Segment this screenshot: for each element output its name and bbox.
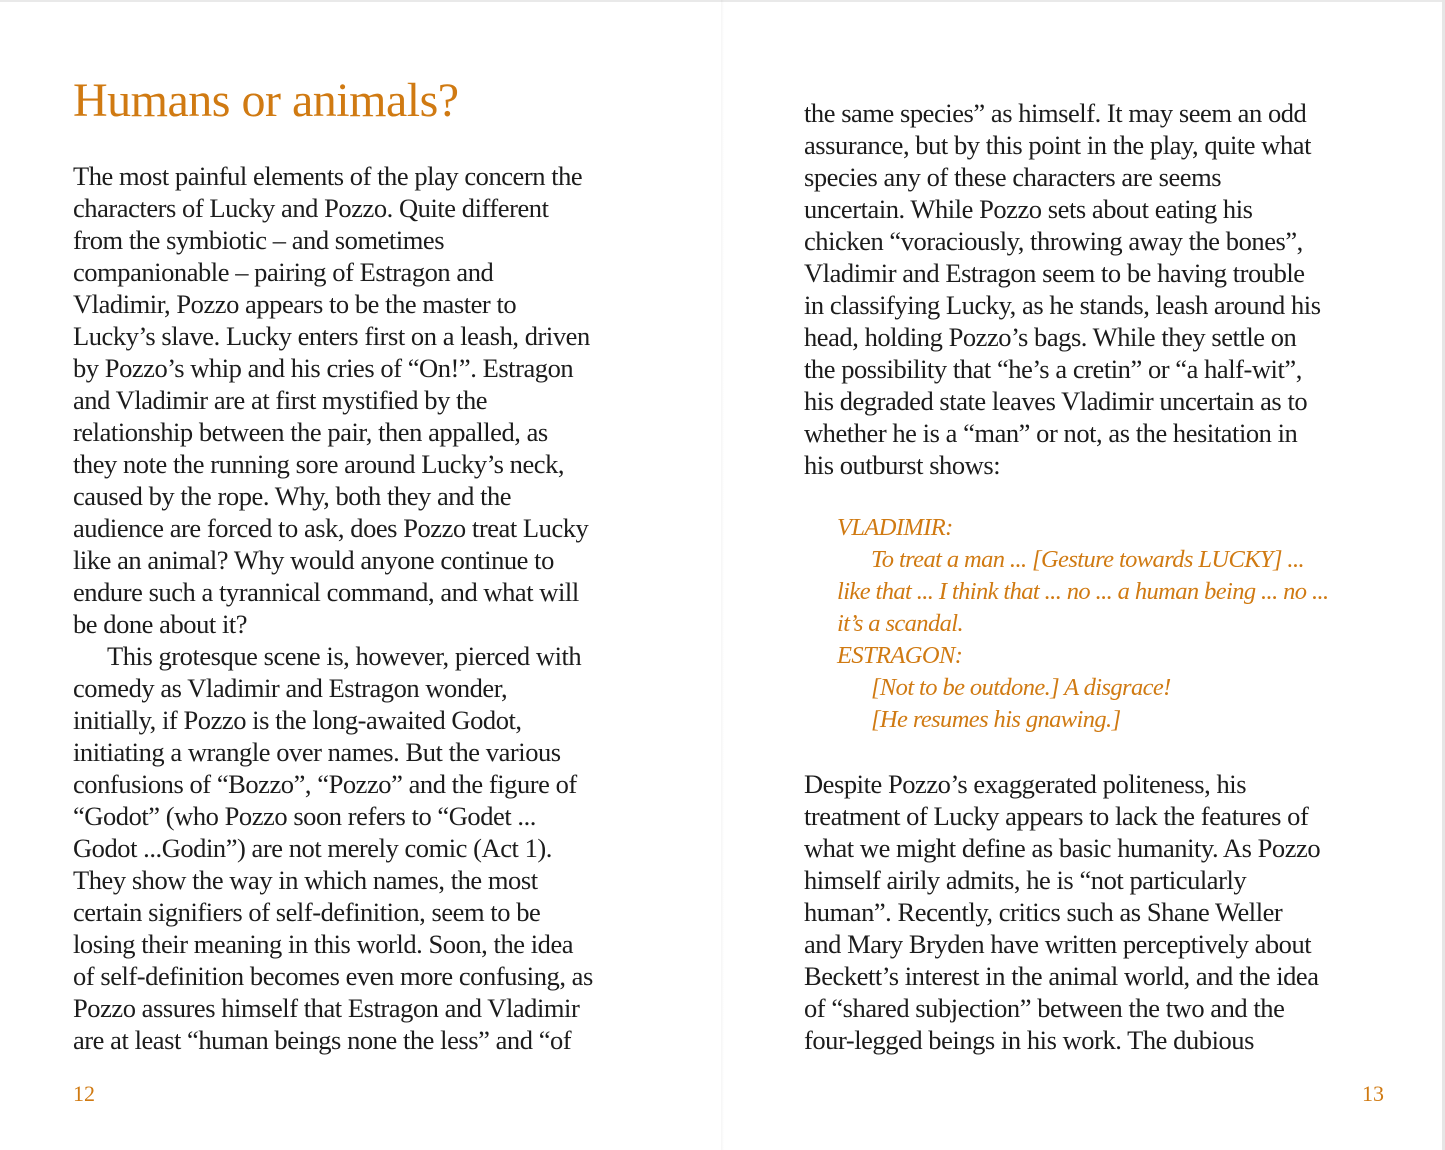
text-line: characters of Lucky and Pozzo. Quite different xyxy=(73,193,549,223)
text-line: are at least “human beings none the less” and “of xyxy=(73,1025,572,1055)
quote-speaker: VLADIMIR: xyxy=(837,514,953,541)
text-line: comedy as Vladimir and Estragon wonder, xyxy=(73,673,508,703)
text-line: four-legged beings in his work. The dubious xyxy=(804,1025,1254,1055)
text-line: by Pozzo’s whip and his cries of “On!”. Estragon xyxy=(73,353,574,383)
left-body-text xyxy=(73,160,593,1056)
text-line: his outburst shows: xyxy=(804,450,1001,480)
text-line: initially, if Pozzo is the long-awaited Godot, xyxy=(73,705,522,735)
text-line: be done about it? xyxy=(73,609,248,639)
text-line: from the symbiotic – and sometimes xyxy=(73,225,445,255)
quote-line: To treat a man ... [Gesture towards LUCKY] ... xyxy=(871,546,1304,573)
text-line: relationship between the pair, then appalled, as xyxy=(73,417,548,447)
text-line: and Vladimir are at first mystified by the xyxy=(73,385,488,415)
text-line: They show the way in which names, the most xyxy=(73,865,538,895)
text-line: himself airily admits, he is “not particularly xyxy=(804,865,1247,895)
text-line: caused by the rope. Why, both they and the xyxy=(73,481,512,511)
text-line: Godot ...Godin”) are not merely comic (Act 1). xyxy=(73,833,552,863)
page-number: 12 xyxy=(73,1081,95,1106)
text-line: “Godot” (who Pozzo soon refers to “Godet ... xyxy=(73,801,536,831)
text-line: and Mary Bryden have written perceptively about xyxy=(804,929,1312,959)
quote-line: like that ... I think that ... no ... a human being ... no ... xyxy=(837,578,1329,605)
quote-speaker: ESTRAGON: xyxy=(837,642,963,669)
text-line: of self-definition becomes even more confusing, as xyxy=(73,961,593,991)
play-quote xyxy=(837,512,1329,736)
text-line: assurance, but by this point in the play, quite what xyxy=(804,130,1311,160)
text-line: of “shared subjection” between the two and the xyxy=(804,993,1285,1023)
right-body-text-top xyxy=(804,97,1321,481)
text-line: head, holding Pozzo’s bags. While they settle on xyxy=(804,322,1297,352)
text-line: endure such a tyrannical command, and what will xyxy=(73,577,579,607)
text-line: whether he is a “man” or not, as the hesitation in xyxy=(804,418,1298,448)
text-line: treatment of Lucky appears to lack the features of xyxy=(804,801,1309,831)
text-line: like an animal? Why would anyone continue to xyxy=(73,545,554,575)
text-line: Lucky’s slave. Lucky enters first on a leash, driven xyxy=(73,321,590,351)
text-line: the same species” as himself. It may seem an odd xyxy=(804,98,1307,128)
section-title: Humans or animals? xyxy=(73,74,459,127)
text-line: This grotesque scene is, however, pierced with xyxy=(107,641,582,671)
text-line: his degraded state leaves Vladimir uncertain as to xyxy=(804,386,1308,416)
text-line: Vladimir, Pozzo appears to be the master to xyxy=(73,289,517,319)
text-line: The most painful elements of the play concern the xyxy=(73,161,583,191)
text-line: losing their meaning in this world. Soon, the idea xyxy=(73,929,574,959)
text-line: Pozzo assures himself that Estragon and Vladimir xyxy=(73,993,580,1023)
text-line: uncertain. While Pozzo sets about eating his xyxy=(804,194,1253,224)
quote-line: it’s a scandal. xyxy=(837,610,963,637)
text-line: what we might define as basic humanity. As Pozzo xyxy=(804,833,1321,863)
text-line: human”. Recently, critics such as Shane Weller xyxy=(804,897,1283,927)
left-page xyxy=(73,0,643,1150)
text-line: initiating a wrangle over names. But the various xyxy=(73,737,561,767)
quote-line: [He resumes his gnawing.] xyxy=(871,706,1121,733)
page-number: 13 xyxy=(1362,1081,1384,1106)
right-body-text-bottom xyxy=(804,768,1320,1056)
right-page xyxy=(804,0,1384,1150)
text-line: confusions of “Bozzo”, “Pozzo” and the figure of xyxy=(73,769,577,799)
text-line: chicken “voraciously, throwing away the bones”, xyxy=(804,226,1303,256)
text-line: certain signifiers of self-definition, seem to be xyxy=(73,897,541,927)
text-line: the possibility that “he’s a cretin” or “a half-wit”, xyxy=(804,354,1302,384)
text-line: they note the running sore around Lucky’s neck, xyxy=(73,449,565,479)
text-line: in classifying Lucky, as he stands, leash around his xyxy=(804,290,1321,320)
quote-line: [Not to be outdone.] A disgrace! xyxy=(871,674,1171,701)
text-line: species any of these characters are seems xyxy=(804,162,1222,192)
text-line: Beckett’s interest in the animal world, and the idea xyxy=(804,961,1319,991)
book-gutter xyxy=(721,0,724,1150)
text-line: companionable – pairing of Estragon and xyxy=(73,257,494,287)
text-line: Despite Pozzo’s exaggerated politeness, his xyxy=(804,769,1247,799)
text-line: audience are forced to ask, does Pozzo treat Lucky xyxy=(73,513,589,543)
text-line: Vladimir and Estragon seem to be having trouble xyxy=(804,258,1305,288)
